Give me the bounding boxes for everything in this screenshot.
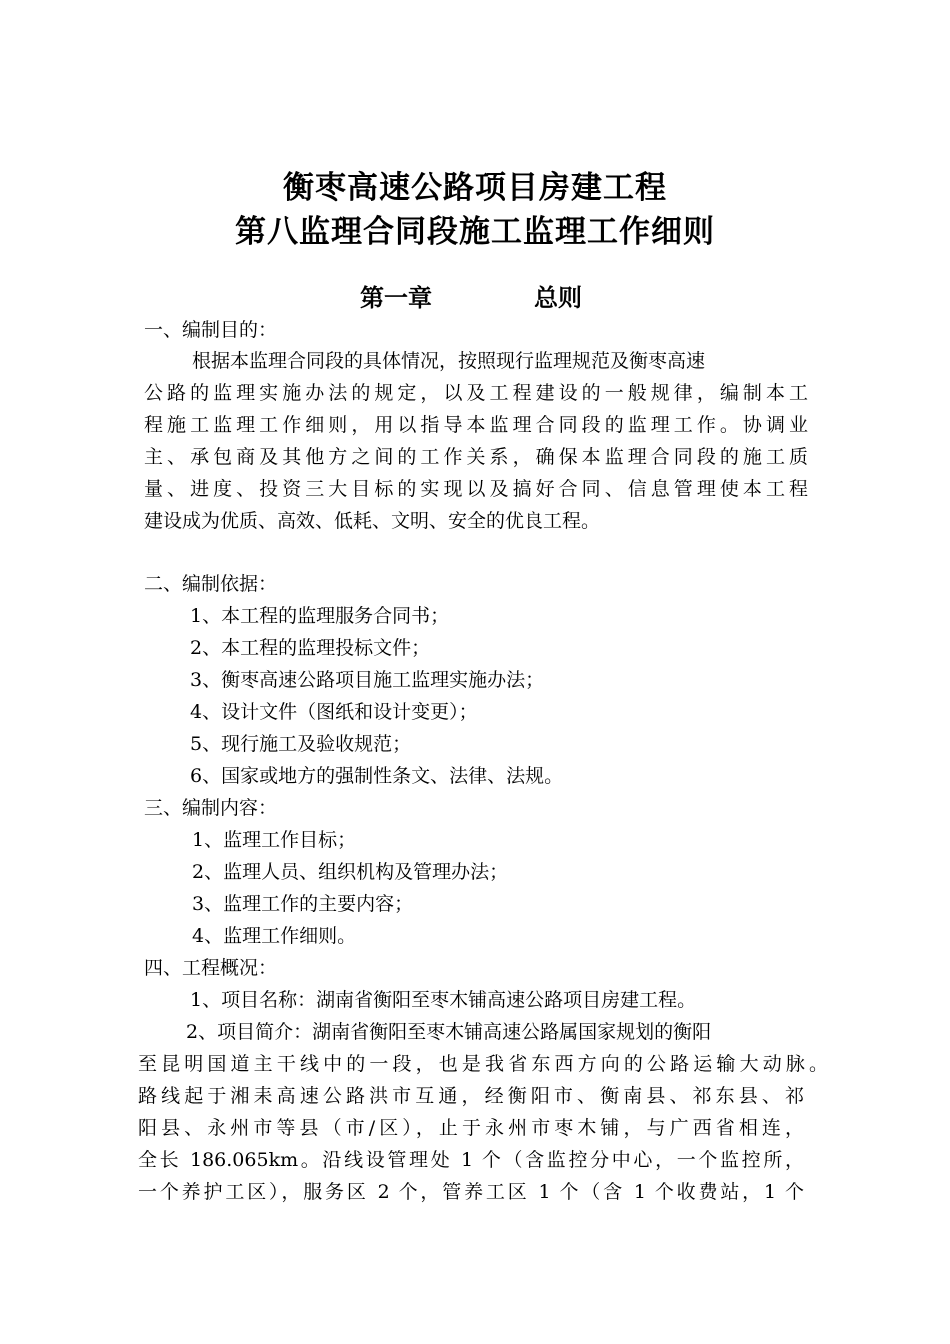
list-item: 2、本工程的监理投标文件；: [190, 637, 431, 659]
paragraph-line: 公路的监理实施办法的规定，以及工程建设的一般规律，编制本工: [144, 382, 808, 404]
paragraph-line: 2、项目简介：湖南省衡阳至枣木铺高速公路属国家规划的衡阳: [186, 1021, 712, 1043]
paragraph-line: 程施工监理工作细则，用以指导本监理合同段的监理工作。协调业: [144, 414, 808, 436]
section-heading-basis: 二、编制依据：: [144, 573, 278, 595]
list-item: 3、衡枣高速公路项目施工监理实施办法；: [190, 669, 545, 691]
section-heading-content: 三、编制内容：: [144, 797, 278, 819]
paragraph-line: 建设成为优质、高效、低耗、文明、安全的优良工程。: [144, 510, 601, 532]
paragraph-line: 阳县、永州市等县（市/区），止于永州市枣木铺，与广西省相连，: [138, 1117, 804, 1139]
document-title-line-1: 衡枣高速公路项目房建工程: [283, 170, 667, 206]
list-item: 5、现行施工及验收规范；: [190, 733, 412, 755]
list-item: 1、本工程的监理服务合同书；: [190, 605, 450, 627]
chapter-number: 第一章: [360, 284, 432, 312]
section-heading-overview: 四、工程概况：: [144, 957, 278, 979]
paragraph-line: 路线起于湘耒高速公路洪市互通，经衡阳市、衡南县、祁东县、祁: [138, 1085, 804, 1107]
list-item: 1、监理工作目标；: [192, 829, 357, 851]
paragraph-line: 一个养护工区），服务区 2 个，管养工区 1 个（含 1 个收费站，1 个: [138, 1181, 804, 1203]
list-item: 4、设计文件（图纸和设计变更）；: [190, 701, 478, 723]
list-item: 1、项目名称：湖南省衡阳至枣木铺高速公路项目房建工程。: [190, 989, 697, 1011]
list-item: 2、监理人员、组织机构及管理办法；: [192, 861, 509, 883]
chapter-name: 总则: [534, 284, 582, 312]
paragraph-line: 根据本监理合同段的具体情况，按照现行监理规范及衡枣高速: [192, 350, 706, 372]
list-item: 3、监理工作的主要内容；: [192, 893, 414, 915]
paragraph-line: 至昆明国道主干线中的一段，也是我省东西方向的公路运输大动脉。: [138, 1053, 828, 1075]
document-title-line-2: 第八监理合同段施工监理工作细则: [235, 214, 715, 250]
paragraph-line: 量、进度、投资三大目标的实现以及搞好合同、信息管理使本工程: [144, 478, 808, 500]
chapter-heading: [0, 280, 950, 316]
list-item: 6、国家或地方的强制性条文、法律、法规。: [190, 765, 564, 787]
section-heading-purpose: 一、编制目的：: [144, 319, 278, 341]
list-item: 4、监理工作细则。: [192, 925, 357, 947]
paragraph-line: 全长 186.065km。沿线设管理处 1 个（含监控分中心，一个监控所，: [138, 1149, 804, 1171]
paragraph-line: 主、承包商及其他方之间的工作关系，确保本监理合同段的施工质: [144, 446, 808, 468]
